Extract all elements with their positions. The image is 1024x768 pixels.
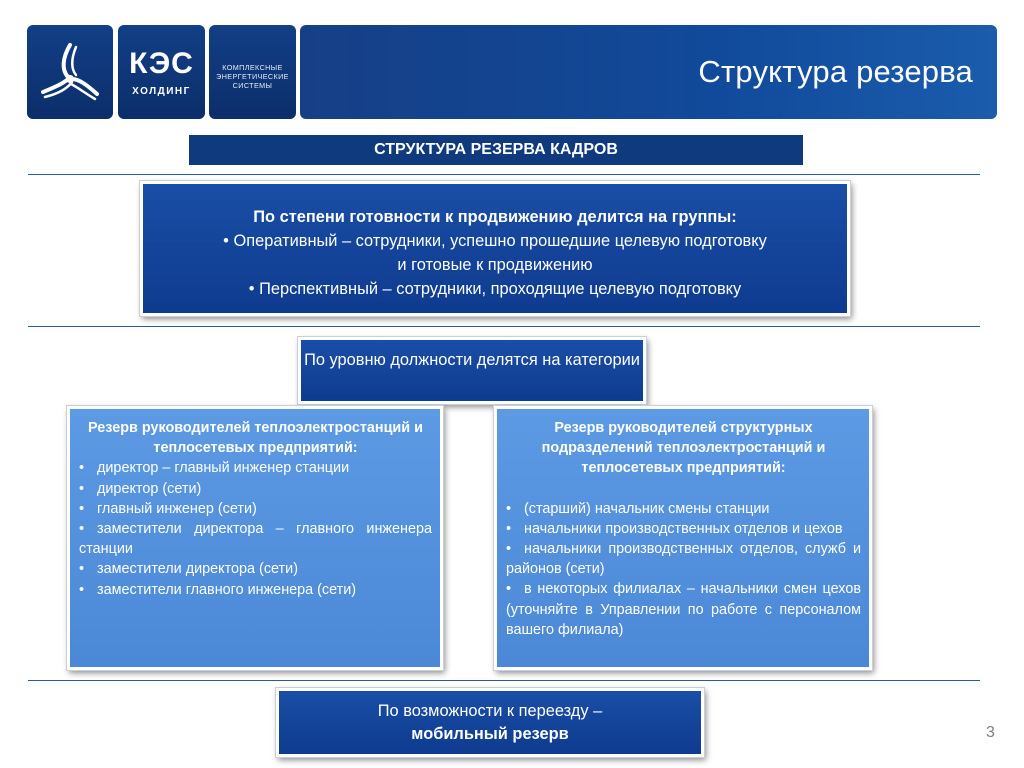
logo-holding-text: ХОЛДИНГ (132, 86, 191, 97)
position-level-text: По уровню должности делятся на категории (304, 351, 640, 369)
logo-tagline-line: КОМПЛЕКСНЫЕ (222, 63, 283, 72)
manager-reserve-heading-colon: : (352, 440, 358, 457)
mobile-reserve-line: По возможности к переезду – (377, 702, 603, 720)
list-item-text: директор (сети) (97, 480, 202, 497)
section-header: СТРУКТУРА РЕЗЕРВА КАДРОВ (189, 135, 803, 165)
mobile-reserve-title: мобильный резерв (411, 725, 569, 743)
list-item: • заместители директора – главного инженера станции (79, 521, 432, 558)
list-item: • директор (сети) (79, 480, 202, 497)
division-reserve-list (506, 499, 861, 640)
list-item-text: начальники производственных отделов, служб и районов (сети) (506, 541, 861, 578)
readiness-heading: По степени готовности к продвижению делится на группы: (253, 208, 737, 226)
manager-reserve-card (67, 406, 443, 670)
division-reserve-heading: Резерв руководителей структурных подразделений теплоэлектростанций и теплосетевых предприятий: (541, 420, 826, 477)
title-bar (300, 25, 997, 119)
list-item-text: начальники производственных отделов и цехов (524, 520, 843, 537)
mobile-reserve-card (276, 688, 704, 757)
list-item: • в некоторых филиалах – начальники смен цехов (уточняйте в Управлении по работе с персоналом вашего филиала) (506, 581, 861, 638)
readiness-line: • Перспективный – сотрудники, проходящие целевую подготовку (248, 280, 742, 298)
list-item-text: заместители директора – главного инженера станции (79, 521, 432, 558)
list-item-text: главный инженер (сети) (97, 500, 257, 517)
list-item-text: заместители директора (сети) (97, 561, 298, 578)
readiness-line: и готовые к продвижению (397, 256, 593, 274)
readiness-groups-card (140, 181, 850, 316)
list-item: • начальники производственных отделов и цехов (506, 520, 843, 537)
logo-tagline-line: ЭНЕРГЕТИЧЕСКИЕ (216, 72, 289, 81)
separator-line (28, 326, 980, 327)
list-item-text: в некоторых филиалах – начальники смен цехов (уточняйте в Управлении по работе с персоналом вашего филиала) (506, 581, 861, 638)
spacer (506, 479, 861, 499)
manager-reserve-heading (79, 418, 432, 458)
list-item: • главный инженер (сети) (79, 500, 257, 517)
list-item: • заместители главного инженера (сети) (79, 581, 357, 598)
logo-tagline-line: СИСТЕМЫ (232, 81, 273, 90)
list-item: • директор – главный инженер станции (79, 460, 350, 477)
logo-emblem-panel (27, 25, 113, 119)
list-item-text: заместители главного инженера (сети) (97, 581, 357, 598)
page-title: Структура резерва (698, 54, 973, 89)
readiness-line: • Оперативный – сотрудники, успешно прошедшие целевую подготовку (223, 232, 767, 250)
page-number: 3 (986, 724, 995, 741)
list-item-text: директор – главный инженер станции (97, 460, 350, 477)
manager-reserve-list (79, 458, 432, 599)
list-item-text: (старший) начальник смены станции (524, 500, 770, 517)
separator-line (28, 680, 980, 681)
list-item: • (старший) начальник смены станции (506, 500, 770, 517)
separator-line (28, 174, 980, 175)
position-level-card (298, 337, 646, 404)
logo-tagline-panel (209, 25, 296, 119)
division-reserve-card (494, 406, 872, 670)
logo-tagline (213, 63, 292, 90)
logo-brand-text: КЭС (129, 47, 194, 80)
logo-brand-panel (118, 25, 205, 119)
list-item: • начальники производственных отделов, служб и районов (сети) (506, 541, 861, 578)
manager-reserve-heading-text: Резерв руководителей теплоэлектростанций и теплосетевых предприятий (88, 420, 423, 457)
list-item: • заместители директора (сети) (79, 561, 298, 578)
logo-swirl-icon (35, 37, 105, 107)
